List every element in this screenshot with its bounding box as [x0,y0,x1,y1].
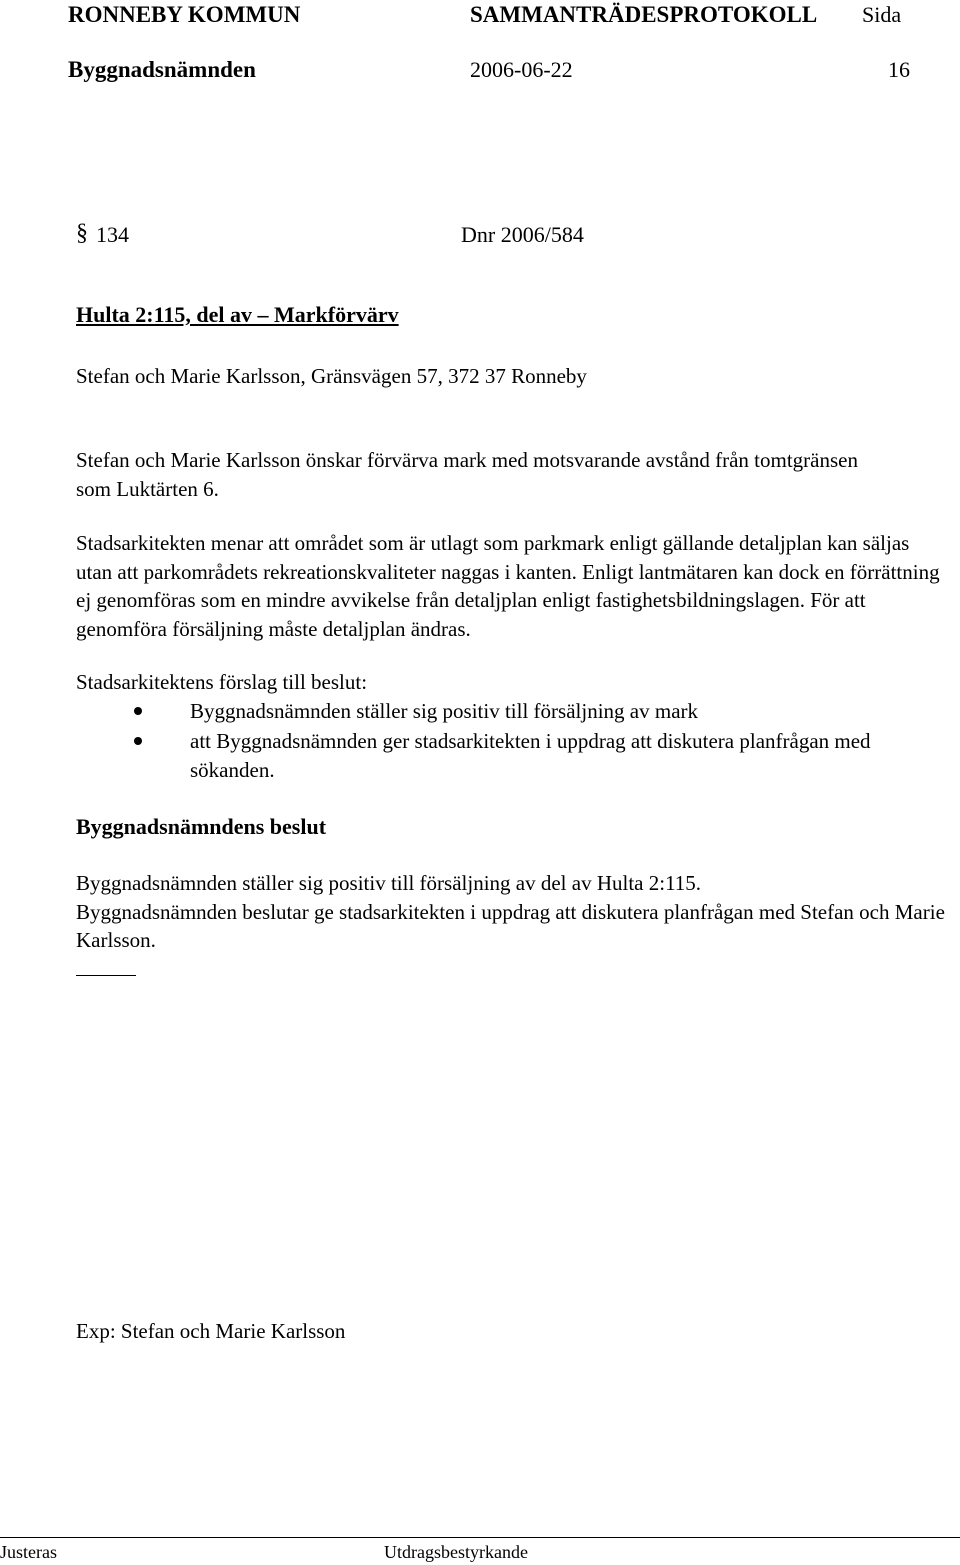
proposal-heading: Stadsarkitektens förslag till beslut: [76,670,368,694]
decision-line-2: Byggnadsnämnden beslutar ge stadsarkitekten i uppdrag att diskutera planfrågan med Stefan och Marie Karlsson. [76,899,945,952]
applicant-line: Stefan och Marie Karlsson, Gränsvägen 57, 372 37 Ronneby [76,364,587,388]
paragraph-assessment [76,529,946,643]
paragraph-request [76,446,876,503]
decision-text [76,869,946,955]
doc-type: SAMMANTRÄDESPROTOKOLL [470,2,818,27]
decision-heading: Byggnadsnämndens beslut [76,814,327,839]
case-title: Hulta 2:115, del av – Markförvärv [76,302,399,327]
meeting-date: 2006-06-22 [470,57,573,82]
footer-divider [0,1537,960,1538]
section-sign-icon: § [76,220,88,246]
bullet-icon [76,727,190,785]
list-item [76,727,956,785]
proposal-list [76,697,956,785]
org-name: RONNEBY KOMMUN [68,2,301,27]
case-number: 134 [96,222,129,247]
list-item [76,697,956,726]
footer-utdragsbestyrkande: Utdragsbestyrkande [384,1542,528,1562]
expedition-line: Exp: Stefan och Marie Karlsson [76,1319,346,1343]
proposal-item-1: Byggnadsnämnden ställer sig positiv till försäljning av mark [190,699,699,723]
end-rule [76,975,136,976]
paragraph-assessment-text: Stadsarkitekten menar att området som är utlagt som parkmark enligt gällande detaljplan kan säljas utan att parkområdets rekreationskvaliteter naggas i kanten. Enligt lantmätaren kan dock en förrättning ej genomföras som en mindre avvikelse från detaljplan enligt fastighetsbildningslagen. För att genomföra försäljning måste detaljplan ändras. [76,531,940,641]
page-label: Sida [862,2,902,27]
paragraph-request-text: Stefan och Marie Karlsson önskar förvärva mark med motsvarande avstånd från tomtgränsen som Luktärten 6. [76,448,858,501]
page-number: 16 [888,57,910,82]
case-dnr: Dnr 2006/584 [461,222,584,247]
footer-justeras: Justeras [0,1542,57,1562]
bullet-icon [76,697,190,726]
proposal-item-2: att Byggnadsnämnden ger stadsarkitekten i uppdrag att diskutera planfrågan med sökanden. [190,729,871,782]
committee-name: Byggnadsnämnden [68,57,256,82]
decision-line-1: Byggnadsnämnden ställer sig positiv till försäljning av del av Hulta 2:115. [76,871,702,895]
